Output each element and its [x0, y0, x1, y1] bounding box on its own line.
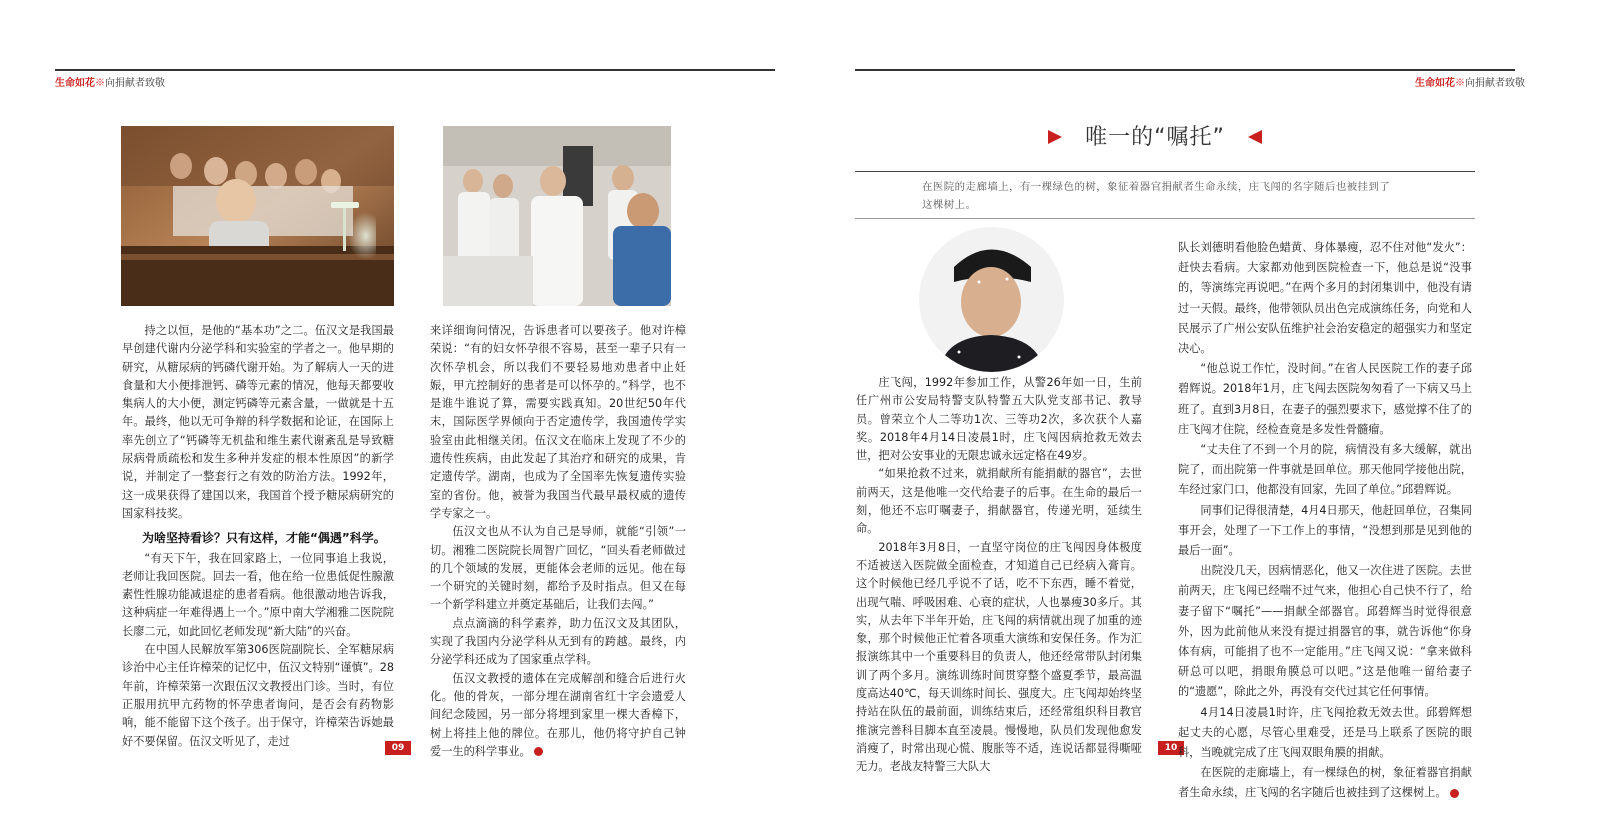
section-title-text: 唯一的“嘱托”: [1085, 125, 1225, 150]
paragraph-text: 伍汉文教授的遗体在完成解剖和缝合后进行火化。他的骨灰，一部分埋在湖南省红十字会遗爱人间纪念陵园，另一部分将埋到家里一棵大香樟下，树上将挂上他的牌位。在那儿，他仍将守护自己钟爱一生的科学事业。: [430, 671, 686, 758]
article-column-1: [122, 322, 394, 751]
paragraph: 同事们记得很清楚，4月4日那天，他赶回单位，召集同事开会，处理了一下工作上的事情，“没想到那是见到他的最后一面”。: [1178, 503, 1472, 558]
paragraph-text: 在医院的走廊墙上，有一棵绿色的树，象征着器官捐献者生命永续，庄飞闯的名字随后也被挂到了这棵树上。: [1178, 766, 1472, 800]
article-column-3: [856, 374, 1142, 777]
paragraph: “如果抢救不过来，就捐献所有能捐献的器官”，去世前两天，这是他唯一交代给妻子的后事。在生命的最后一刻，他还不忘叮嘱妻子，捐献器官，传递光明，延续生命。: [856, 467, 1142, 536]
running-head-red: 生命如花: [55, 78, 95, 89]
paragraph: [430, 670, 686, 761]
page-number-right: 10: [1158, 741, 1184, 755]
article-column-4: [1178, 238, 1472, 804]
paragraph: 来详细询问情况，告诉患者可以要孩子。他对许樟荣说：“有的妇女怀孕很不容易，甚至一辈子只有一次怀孕机会，所以我们不要轻易地劝患者中止妊娠，甲亢控制好的患者是可以怀孕的。”科学，也不是谁牛谁说了算，需要实践真知。20世纪50年代末，国际医学界倾向于否定遗传学，我国遗传学实验室由此相继关闭。伍汉文在临床上发现了不少的遗传性疾病，由此发起了其治疗和研究的成果，肯定遗传学。湖南，也成为了全国率先恢复遗传实验室的省份。他，被誉为我国当代最早最权威的遗传学专家之一。: [430, 324, 686, 520]
paragraph: 持之以恒，是他的“基本功”之二。伍汉文是我国最早创建代谢内分泌学科和实验室的学者之一。他早期的研究，从糖尿病的钙磷代谢开始。为了解病人一天的进食量和大小便排泄钙、磷等元素的情况，他每天都要收集病人的大小便，测定钙磷等元素含量，一做就是十五年。最终，他以无可争辩的科学数据和论证，在国际上率先创立了“钙磷等无机盐和维生素代谢紊乱是导致糖尿病骨质疏松和发生多种并发症的根本性原因”的新学说，并制定了一整套行之有效的防治方法。1992年，这一成果获得了建国以来，我国首个授予糖尿病研究的国家科技奖。: [122, 324, 394, 520]
paragraph: “有天下午，我在回家路上，一位同事追上我说，老师让我回医院。回去一看，他在给一位患低促性腺激素性性腺功能减退症的患者看病。他很激动地告诉我，这种病症一年难得遇上一个。”原中南大学湘雅二医院院长廖二元，如此回忆老师发现“新大陆”的兴奋。: [122, 551, 394, 638]
paragraph: 出院没几天，因病情恶化，他又一次住进了医院。去世前两天，庄飞闯已经喘不过气来，他担心自己快不行了，给妻子留下“嘱托”——捐献全部器官。邱碧辉当时觉得很意外，因为此前他从来没有提过捐器官的事，就告诉他“你身体有病，可能捐了也不一定能用。”庄飞闯又说：“拿来做科研总可以吧，捐眼角膜总可以吧。”这是他唯一留给妻子的“遗愿”，除此之外，再没有交代过其它任何事情。: [1178, 564, 1472, 699]
running-head-star: ※: [1455, 78, 1465, 89]
paragraph: 4月14日凌晨1时许，庄飞闯抢救无效去世。邱碧辉想起丈夫的心愿，尽管心里难受，还是马上联系了医院的眼科，当晚就完成了庄飞闯双眼角膜的捐献。: [1178, 705, 1472, 760]
paragraph: [1178, 763, 1472, 803]
section-title: [1040, 120, 1270, 154]
paragraph: “他总说工作忙，没时间。”在省人民医院工作的妻子邱碧辉说。2018年1月，庄飞闯去医院匆匆看了一下病又马上班了。直到3月8日，在妻子的强烈要求下，感觉撑不住了的庄飞闯才住院，经检查竟是多发性骨髓瘤。: [1178, 362, 1472, 436]
paragraph: “丈夫住了不到一个月的院，病情没有多大缓解，就出院了，而出院第一件事就是回单位。那天他同学接他出院，车经过家门口，他都没有回家，先回了单位。”邱碧辉说。: [1178, 443, 1472, 497]
paragraph: 在中国人民解放军第306医院副院长、全军糖尿病诊治中心主任许樟荣的记忆中，伍汉文特别“谨慎”。28年前，许樟荣第一次跟伍汉文教授出门诊。当时，有位正服用抗甲亢药物的怀孕患者询问，是否会有药物影响，能不能留下这个孩子。出于保守，许樟荣告诉她最好不要保留。伍汉文听见了，走过: [122, 643, 394, 748]
header-rule-right: [855, 69, 1515, 71]
page-number-left: 09: [385, 741, 411, 755]
portrait-photo: [919, 227, 1064, 372]
paragraph: 2018年3月8日，一直坚守岗位的庄飞闯因身体极度不适被送入医院做全面检查，才知道自己已经病入膏肓。这个时候他已经几乎说不了话，吃不下东西，睡不着觉，出现气喘、呼吸困难、心衰的症状，人也暴瘦30多斤。其实，从去年下半年开始，庄飞闯的病情就出现了加重的迹象，那个时候他正忙着各项重大演练和安保任务。作为汇报演练其中一个重要科目的负责人，他还经常带队封闭集训了两个多月。演练训练时间贯穿整个盛夏季节，最高温度高达40℃，每天训练时间长、强度大。庄飞闯却始终坚持站在队伍的最前面，训练结束后，还经常组织科目教官推演完善科目脚本直至凌晨。慢慢地，队员们发现他愈发消瘦了，时常出现心慌、腹胀等不适，连说话都显得嘶哑无力。老战友特警三大队大: [856, 540, 1142, 774]
paragraph: 队长刘德明看他脸色蜡黄、身体暴瘦，忍不住对他“发火”：赶快去看病。大家都劝他到医院检查一下，他总是说“没事的，等演练完再说吧。”在两个多月的封闭集训中，他没有请过一天假。最终，他带领队员出色完成演练任务，向党和人民展示了广州公安队伍维护社会治安稳定的超强实力和坚定决心。: [1178, 241, 1472, 356]
running-head-text: 向捐献者致敬: [1465, 78, 1525, 89]
paragraph: 伍汉文也从不认为自己是导师，就能“引领”一切。湘雅二医院院长周智广回忆，“回头看老师做过的几个领域的发展，更能体会老师的远见。他在每一个研究的关键时刻，都给予及时指点。但又在每一个新学科建立并奠定基础后，让我们去闯。”: [430, 525, 686, 612]
end-mark-icon: [1450, 789, 1459, 798]
section-heading: 为啥坚持看诊？只有这样，才能“偶遇”科学。: [142, 531, 386, 546]
paragraph: 庄飞闯，1992年参加工作，从警26年如一日，生前任广州市公安局特警支队特警五大队党支部书记、教导员。曾荣立个人二等功1次、三等功2次，多次获个人嘉奖。2018年4月14日凌晨1时，庄飞闯因病抢救无效去世，把对公安事业的无限忠诚永远定格在49岁。: [856, 376, 1142, 463]
running-head-red: 生命如花: [1415, 78, 1455, 89]
triangle-left-icon: [1248, 130, 1262, 144]
running-head-right: [1415, 74, 1525, 89]
end-mark-icon: [534, 747, 543, 756]
running-head-left: [55, 74, 165, 89]
paragraph: 点点滴滴的科学素养，助力伍汉文及其团队，实现了我国内分泌学科从无到有的跨越。最终，内分泌学科还成为了国家重点学科。: [430, 616, 686, 667]
photo-doctor: [443, 126, 671, 306]
running-head-text: 向捐献者致敬: [105, 78, 165, 89]
article-column-2: [430, 322, 686, 761]
section-caption: 在医院的走廊墙上，有一棵绿色的树，象征着器官捐献者生命永续，庄飞闯的名字随后也被挂到了这棵树上。: [922, 181, 1391, 211]
photo-meeting: [121, 126, 394, 306]
header-rule-left: [55, 69, 775, 71]
running-head-star: ※: [95, 78, 105, 89]
